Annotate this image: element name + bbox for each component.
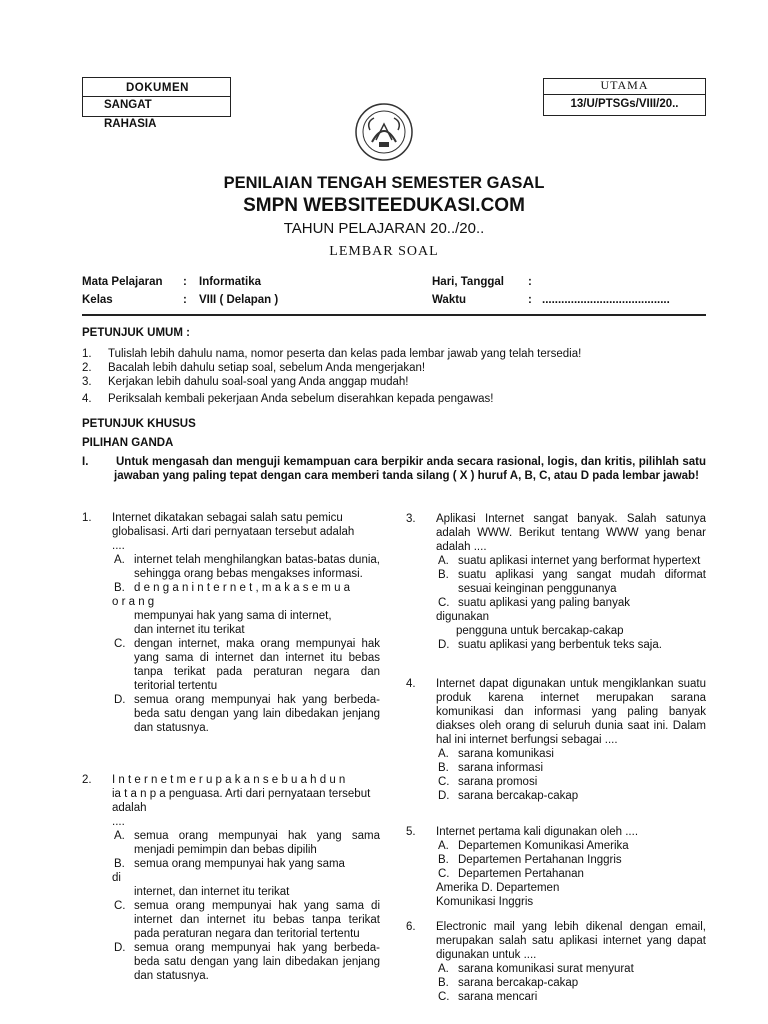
option-c[interactable]: C. suatu aplikasi yang paling banyak <box>438 597 630 609</box>
divider <box>82 314 706 316</box>
doc-label-line3: RAHASIA <box>104 118 157 130</box>
time-label: Waktu <box>432 294 467 306</box>
option-a[interactable]: A. internet telah menghilangkan batas-batas dunia, sehingga orang bebas mengakses informasi. <box>114 554 380 580</box>
question-stem-ellipsis: .... <box>112 540 125 552</box>
option-b[interactable]: B. Departemen Pertahanan Inggris <box>438 854 622 866</box>
option-b[interactable]: B. sarana bercakap-cakap <box>438 977 579 989</box>
doc-label-line2: SANGAT <box>104 99 152 111</box>
time-value: ........................................ <box>542 294 670 306</box>
tut-wuri-handayani-logo <box>350 100 418 164</box>
class-colon: : <box>183 294 187 306</box>
general-instructions-title: PETUNJUK UMUM : <box>82 327 190 339</box>
option-a[interactable]: A. semua orang mempunyai hak yang sama menjadi pemimpin dan bebas dipilih <box>114 830 380 856</box>
sheet-title: LEMBAR SOAL <box>329 244 439 259</box>
option-a[interactable]: A. sarana komunikasi <box>438 748 554 760</box>
school-year: TAHUN PELAJARAN 20../20.. <box>283 220 485 237</box>
question-stem-line1: I n t e r n e t m e r u p a k a n s e b u a h d u n <box>112 774 346 786</box>
question-5: 5. Internet pertama kali digunakan oleh .... A. Departemen Komunikasi Amerika B. Departemen Pertahanan Inggris C. Departemen Pertahanan Amerika D. Departemen Komunikasi Inggris <box>406 825 706 909</box>
section-instruction: Untuk mengasah dan menguji kemampuan cara berpikir anda secara rasional, logis, dan kritis, pilihlah satu jawaban yang paling tepat dengan cara memberi tanda silang ( X ) huruf A, B, C, atau D pada lembar jawab! <box>114 456 706 482</box>
question-number: 3. <box>406 513 416 525</box>
subject-colon: : <box>183 276 187 288</box>
option-d[interactable]: D. sarana bercakap-cakap <box>438 790 579 802</box>
subject-label: Mata Pelajaran <box>82 276 163 288</box>
section-roman-numeral: I. <box>82 456 89 468</box>
option-b[interactable]: B. suatu aplikasi yang sangat mudah diformat sesuai keinginan penggunanya <box>438 569 706 595</box>
option-b[interactable]: B. semua orang mempunyai hak yang sama <box>114 858 345 870</box>
question-3: 3. Aplikasi Internet sangat banyak. Salah satunya adalah WWW. Berikut tentang WWW yang benar adalah .... A. suatu aplikasi internet yang berformat hypertext B. suatu aplikasi yang sangat mudah diformat sesuai keinginan penggunanya C. suatu aplikasi yang paling banyak digunakan pengguna untuk bercakap-cakap D. suatu aplikasi yang berbentuk teks saja. <box>406 513 706 651</box>
time-colon: : <box>528 294 532 306</box>
question-number: 4. <box>406 678 416 690</box>
doc-label-line1: DOKUMEN <box>126 82 189 94</box>
option-d[interactable]: D. suatu aplikasi yang berbentuk teks saja. <box>438 639 662 651</box>
class-value: VIII ( Delapan ) <box>199 294 279 306</box>
option-d[interactable]: D. semua orang mempunyai hak yang berbeda- beda satu dengan yang lain dibedakan jenjang dan statusnya. <box>114 694 380 734</box>
date-label: Hari, Tanggal <box>432 276 504 288</box>
option-a[interactable]: A. sarana komunikasi surat menyurat <box>438 963 634 975</box>
school-name: SMPN WEBSITEEDUKASI.COM <box>243 195 525 216</box>
question-stem: Internet pertama kali digunakan oleh .... <box>436 826 639 838</box>
subject-value: Informatika <box>199 276 261 288</box>
exam-title: PENILAIAN TENGAH SEMESTER GASAL <box>223 174 545 192</box>
option-d-merged[interactable]: Amerika D. Departemen <box>436 882 560 894</box>
special-instructions-title: PETUNJUK KHUSUS <box>82 418 196 430</box>
option-b[interactable]: B. d e n g a n i n t e r n e t , m a k a s e m u a <box>114 582 351 594</box>
option-d[interactable]: D. semua orang mempunyai hak yang berbeda- beda satu dengan yang lain dibedakan jenjang dan statusnya. <box>114 942 380 982</box>
question-4 <box>406 677 706 803</box>
option-a[interactable]: A. suatu aplikasi internet yang berformat hypertext <box>438 555 701 567</box>
class-label: Kelas <box>82 294 113 306</box>
date-colon: : <box>528 276 532 288</box>
question-2: 2. I n t e r n e t m e r u p a k a n s e b u a h d u n ia t a n p a penguasa. Arti dari pernyataan tersebut adalah .... A. semua orang mempunyai hak yang sama menjadi pemimpin dan bebas dipilih B. semua orang mempunyai hak yang sama di internet, dan internet itu terikat C. semua orang mempunyai hak yang sama di internet dan internet itu bebas tanpa terikat pada peraturan negara dan teritorial tertentu D. semua orang mempunyai hak yang berbeda- beda satu dengan yang lain dibedakan jenjang dan statusnya. <box>82 774 380 982</box>
doc-status-label: UTAMA <box>600 78 649 92</box>
question-6 <box>406 920 706 1004</box>
question-stem: Electronic mail yang lebih dikenal dengan email, merupakan salah satu aplikasi internet yang dapat digunakan untuk .... <box>436 921 706 961</box>
option-a[interactable]: A. Departemen Komunikasi Amerika <box>438 840 629 852</box>
question-stem: Aplikasi Internet sangat banyak. Salah satunya adalah WWW. Berikut tentang WWW yang benar adalah .... <box>436 513 706 553</box>
general-instruction-3: 3. Kerjakan lebih dahulu soal-soal yang Anda anggap mudah! <box>82 376 409 388</box>
question-number: 2. <box>82 774 92 786</box>
general-instruction-1: 1. Tulislah lebih dahulu nama, nomor peserta dan kelas pada lembar jawab yang telah tersedia! <box>82 348 582 360</box>
question-number: 6. <box>406 921 416 933</box>
option-c[interactable]: C. dengan internet, maka orang mempunyai hak yang sama di internet dan internet itu bebas tanpa terikat pada peraturan negara dan teritorial tertentu <box>114 638 380 692</box>
general-instruction-4: 4. Periksalah kembali pekerjaan Anda sebelum diserahkan kepada pengawas! <box>82 393 494 405</box>
question-number: 5. <box>406 826 416 838</box>
question-stem: Internet dapat digunakan untuk mengiklankan suatu produk karena internet merupakan sarana komunikasi dan informasi yang paling banyak diakses oleh orang di seluruh dunia saat ini. Dalam hal ini internet berfungsi sebagai .... <box>436 678 706 746</box>
question-stem: Internet dikatakan sebagai salah satu pemicu globalisasi. Arti dari pernyataan tersebut adalah <box>112 512 355 538</box>
option-c[interactable]: C. Departemen Pertahanan <box>438 868 584 880</box>
option-b[interactable]: B. sarana informasi <box>438 762 544 774</box>
option-c[interactable]: C. sarana promosi <box>438 776 538 788</box>
option-c[interactable]: C. semua orang mempunyai hak yang sama di internet dan internet itu bebas tanpa terikat pada peraturan negara dan teritorial tertentu <box>114 900 380 940</box>
doc-code: 13/U/PTSGs/VIII/20.. <box>570 98 679 110</box>
question-1: 1. Internet dikatakan sebagai salah satu pemicu globalisasi. Arti dari pernyataan tersebut adalah .... A. internet telah menghilangkan batas-batas dunia, sehingga orang bebas mengakses informasi. B. d e n g a n i n t e r n e t , m a k a s e m u a o r a n g mempunyai hak yang sama di internet, dan internet itu terikat C. dengan internet, maka orang mempunyai hak yang sama di internet dan internet itu bebas tanpa terikat pada peraturan negara dan teritorial tertentu D. semua orang mempunyai hak yang berbeda- beda satu dengan yang lain dibedakan jenjang dan statusnya. <box>82 512 380 734</box>
question-number: 1. <box>82 512 92 524</box>
multiple-choice-title: PILIHAN GANDA <box>82 437 174 449</box>
option-c[interactable]: C. sarana mencari <box>438 991 538 1003</box>
question-stem-ellipsis: .... <box>112 816 125 828</box>
general-instruction-2: 2. Bacalah lebih dahulu setiap soal, sebelum Anda mengerjakan! <box>82 362 426 374</box>
question-stem-line2: ia t a n p a penguasa. Arti dari pernyataan tersebut adalah <box>112 788 371 814</box>
